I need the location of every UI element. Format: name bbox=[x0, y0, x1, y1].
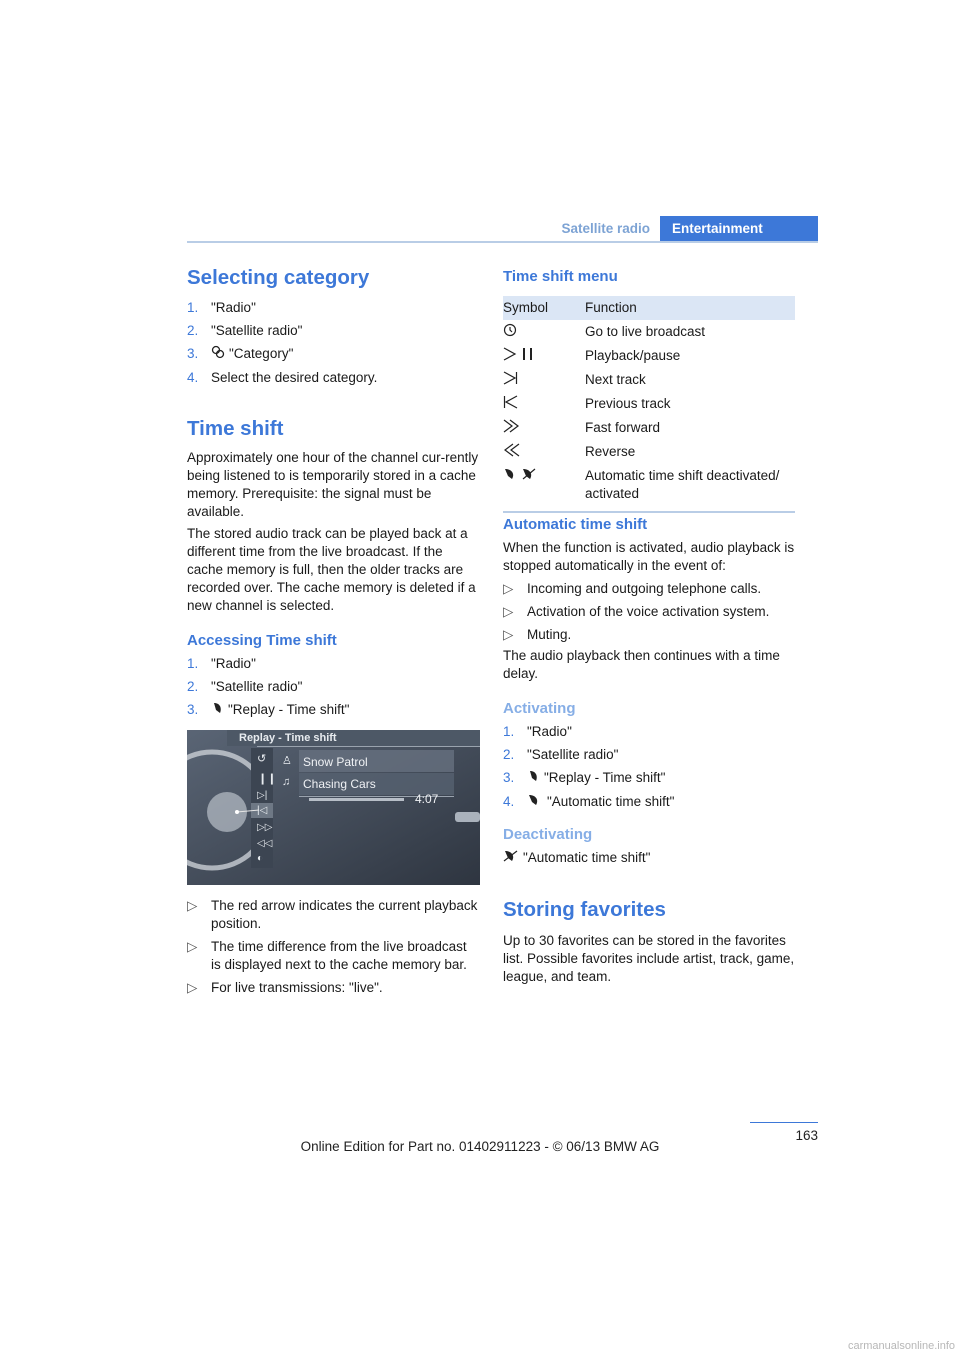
bullet-arrow-icon: ▷ bbox=[503, 581, 514, 596]
function-text: Playback/pause bbox=[585, 348, 681, 363]
table-row bbox=[503, 320, 795, 344]
screen-time: 4:07 bbox=[415, 792, 439, 806]
bullet-arrow-icon: ▷ bbox=[503, 604, 514, 619]
automatic-outro: The audio playback then continues with a time delay. bbox=[503, 648, 780, 681]
screen-icon-next: ▷| bbox=[257, 790, 268, 801]
table-row bbox=[503, 440, 795, 464]
col-symbol-header: Symbol bbox=[503, 300, 549, 315]
favorites-title: Storing favorites bbox=[503, 898, 666, 921]
bullet-text: The time difference from the live broadcast is displayed next to the cache memory bar. bbox=[211, 939, 467, 972]
list-item bbox=[187, 979, 479, 997]
list-item bbox=[187, 369, 479, 387]
step-number: 4. bbox=[503, 794, 515, 809]
page-number: 163 bbox=[795, 1128, 818, 1143]
header-tab: Entertainment bbox=[660, 216, 818, 242]
bullet-arrow-icon: ▷ bbox=[187, 939, 198, 954]
selecting-category-steps bbox=[187, 299, 479, 392]
list-item bbox=[187, 655, 479, 673]
step-number: 4. bbox=[187, 370, 199, 385]
accessing-steps bbox=[187, 655, 479, 725]
step-text: Select the desired category. bbox=[211, 370, 378, 385]
fast-forward-icon bbox=[503, 421, 521, 436]
screen-icon-prev: |◁ bbox=[257, 805, 268, 816]
step-text: "Replay - Time shift" bbox=[544, 770, 666, 785]
step-text: "Radio" bbox=[211, 656, 256, 671]
bullet-text: Muting. bbox=[527, 627, 572, 642]
deactivating-text-row bbox=[503, 849, 795, 868]
reverse-icon bbox=[503, 445, 521, 460]
header-rule bbox=[187, 241, 818, 243]
favorites-text: Up to 30 favorites can be stored in the favorites list. Possible favorites include artist, track, game, league, and team. bbox=[503, 933, 795, 984]
step-number: 1. bbox=[187, 300, 199, 315]
bullet-text: For live transmissions: "live". bbox=[211, 980, 383, 995]
screen-icon-pause: ❙❙ bbox=[258, 773, 277, 785]
time-shift-menu-table bbox=[503, 296, 795, 513]
step-number: 3. bbox=[187, 346, 199, 361]
list-item bbox=[187, 938, 479, 974]
table-row bbox=[503, 368, 795, 392]
function-text: Automatic time shift deactivated/ activated bbox=[585, 468, 780, 501]
step-number: 3. bbox=[187, 702, 199, 717]
table-row bbox=[503, 464, 795, 505]
watermark: carmanualsonline.info bbox=[847, 1340, 955, 1352]
automatic-bullets bbox=[503, 580, 795, 649]
function-text: Reverse bbox=[585, 444, 636, 459]
activating-steps bbox=[503, 723, 795, 817]
footer-rule bbox=[750, 1122, 818, 1123]
accessing-bullets bbox=[187, 897, 479, 1002]
step-number: 1. bbox=[503, 724, 515, 739]
time-shift-para-1: Approximately one hour of the channel cur-rently being listened to is temporarily stored in a cache memory. Prerequisite: the signal must be available. bbox=[187, 450, 479, 519]
list-item bbox=[503, 580, 795, 598]
bullet-arrow-icon: ▷ bbox=[503, 627, 514, 642]
list-item bbox=[187, 897, 479, 933]
step-text: "Satellite radio" bbox=[211, 323, 303, 338]
table-row bbox=[503, 392, 795, 416]
list-item bbox=[503, 603, 795, 621]
list-item bbox=[503, 723, 795, 741]
replay-icon bbox=[211, 701, 224, 720]
list-item bbox=[503, 793, 795, 812]
step-text: "Satellite radio" bbox=[527, 747, 619, 762]
deactivating-text: "Automatic time shift" bbox=[523, 850, 651, 866]
list-item bbox=[187, 701, 479, 720]
time-shift-title: Time shift bbox=[187, 417, 284, 440]
automatic-intro: When the function is activated, audio playback is stopped automatically in the event of: bbox=[503, 540, 795, 573]
step-text: "Category" bbox=[229, 346, 294, 361]
category-icon bbox=[211, 345, 225, 364]
list-item bbox=[187, 678, 479, 696]
step-number: 2. bbox=[187, 323, 199, 338]
bullet-text: The red arrow indicates the current playback position. bbox=[211, 898, 478, 931]
screen-music-icon: ♫ bbox=[282, 776, 291, 788]
selecting-category-title: Selecting category bbox=[187, 266, 370, 289]
list-item bbox=[187, 299, 479, 317]
step-number: 1. bbox=[187, 656, 199, 671]
bullet-text: Activation of the voice activation system. bbox=[527, 604, 770, 619]
screen-icon-ff: ▷▷ bbox=[257, 822, 273, 833]
header-section: Satellite radio bbox=[561, 221, 650, 236]
screen-icon-rew: ◁◁ bbox=[257, 838, 273, 849]
step-number: 2. bbox=[503, 747, 515, 762]
screen-artist-icon: ♙ bbox=[282, 755, 292, 767]
table-bottom-rule bbox=[503, 511, 795, 513]
screen-track: Chasing Cars bbox=[303, 777, 376, 791]
table-header bbox=[503, 296, 795, 320]
next-track-icon bbox=[503, 373, 519, 388]
time-shift-para-2: The stored audio track can be played back at a different time from the live broadcast. If the cache memory is full, then the older tracks are recorded over. The cache memory is deleted if a new channel is selected. bbox=[187, 526, 476, 613]
activating-title: Activating bbox=[503, 700, 576, 717]
list-item bbox=[187, 322, 479, 340]
deactivating-title: Deactivating bbox=[503, 826, 593, 843]
table-row bbox=[503, 416, 795, 440]
col-function-header: Function bbox=[585, 300, 637, 315]
screen-title: Replay - Time shift bbox=[239, 732, 337, 744]
step-text: "Automatic time shift" bbox=[547, 794, 675, 809]
list-item bbox=[187, 345, 479, 364]
edition-note: Online Edition for Part no. 01402911223 - © 06/13 BMW AG bbox=[300, 1139, 660, 1154]
bullet-arrow-icon: ▷ bbox=[187, 898, 198, 913]
step-text: "Replay - Time shift" bbox=[228, 702, 350, 717]
list-item bbox=[503, 626, 795, 644]
time-shift-screen-image bbox=[187, 730, 480, 885]
screen-artist: Snow Patrol bbox=[303, 755, 368, 769]
step-number: 2. bbox=[187, 679, 199, 694]
automatic-title: Automatic time shift bbox=[503, 516, 648, 533]
step-number: 3. bbox=[503, 770, 515, 785]
step-text: "Radio" bbox=[527, 724, 572, 739]
play-pause-icon bbox=[503, 349, 537, 364]
list-item bbox=[503, 746, 795, 764]
list-item bbox=[503, 769, 795, 788]
step-text: "Satellite radio" bbox=[211, 679, 303, 694]
bullet-arrow-icon: ▷ bbox=[187, 980, 198, 995]
function-text: Go to live broadcast bbox=[585, 324, 706, 339]
replay-icon bbox=[527, 769, 540, 788]
bullet-text: Incoming and outgoing telephone calls. bbox=[527, 581, 762, 596]
auto-time-shift-off-icon bbox=[503, 849, 519, 868]
function-text: Next track bbox=[585, 372, 646, 387]
live-broadcast-icon bbox=[503, 325, 517, 340]
auto-time-shift-icon bbox=[527, 793, 543, 812]
time-shift-menu-title: Time shift menu bbox=[503, 268, 618, 285]
screen-icon-live: ↺ bbox=[257, 753, 267, 765]
auto-time-shift-icon bbox=[503, 469, 543, 484]
step-text: "Radio" bbox=[211, 300, 256, 315]
function-text: Fast forward bbox=[585, 420, 661, 435]
screen-icon-auto: ◐ bbox=[257, 853, 264, 864]
previous-track-icon bbox=[503, 397, 519, 412]
function-text: Previous track bbox=[585, 396, 671, 411]
table-row bbox=[503, 344, 795, 368]
accessing-title: Accessing Time shift bbox=[187, 632, 337, 649]
